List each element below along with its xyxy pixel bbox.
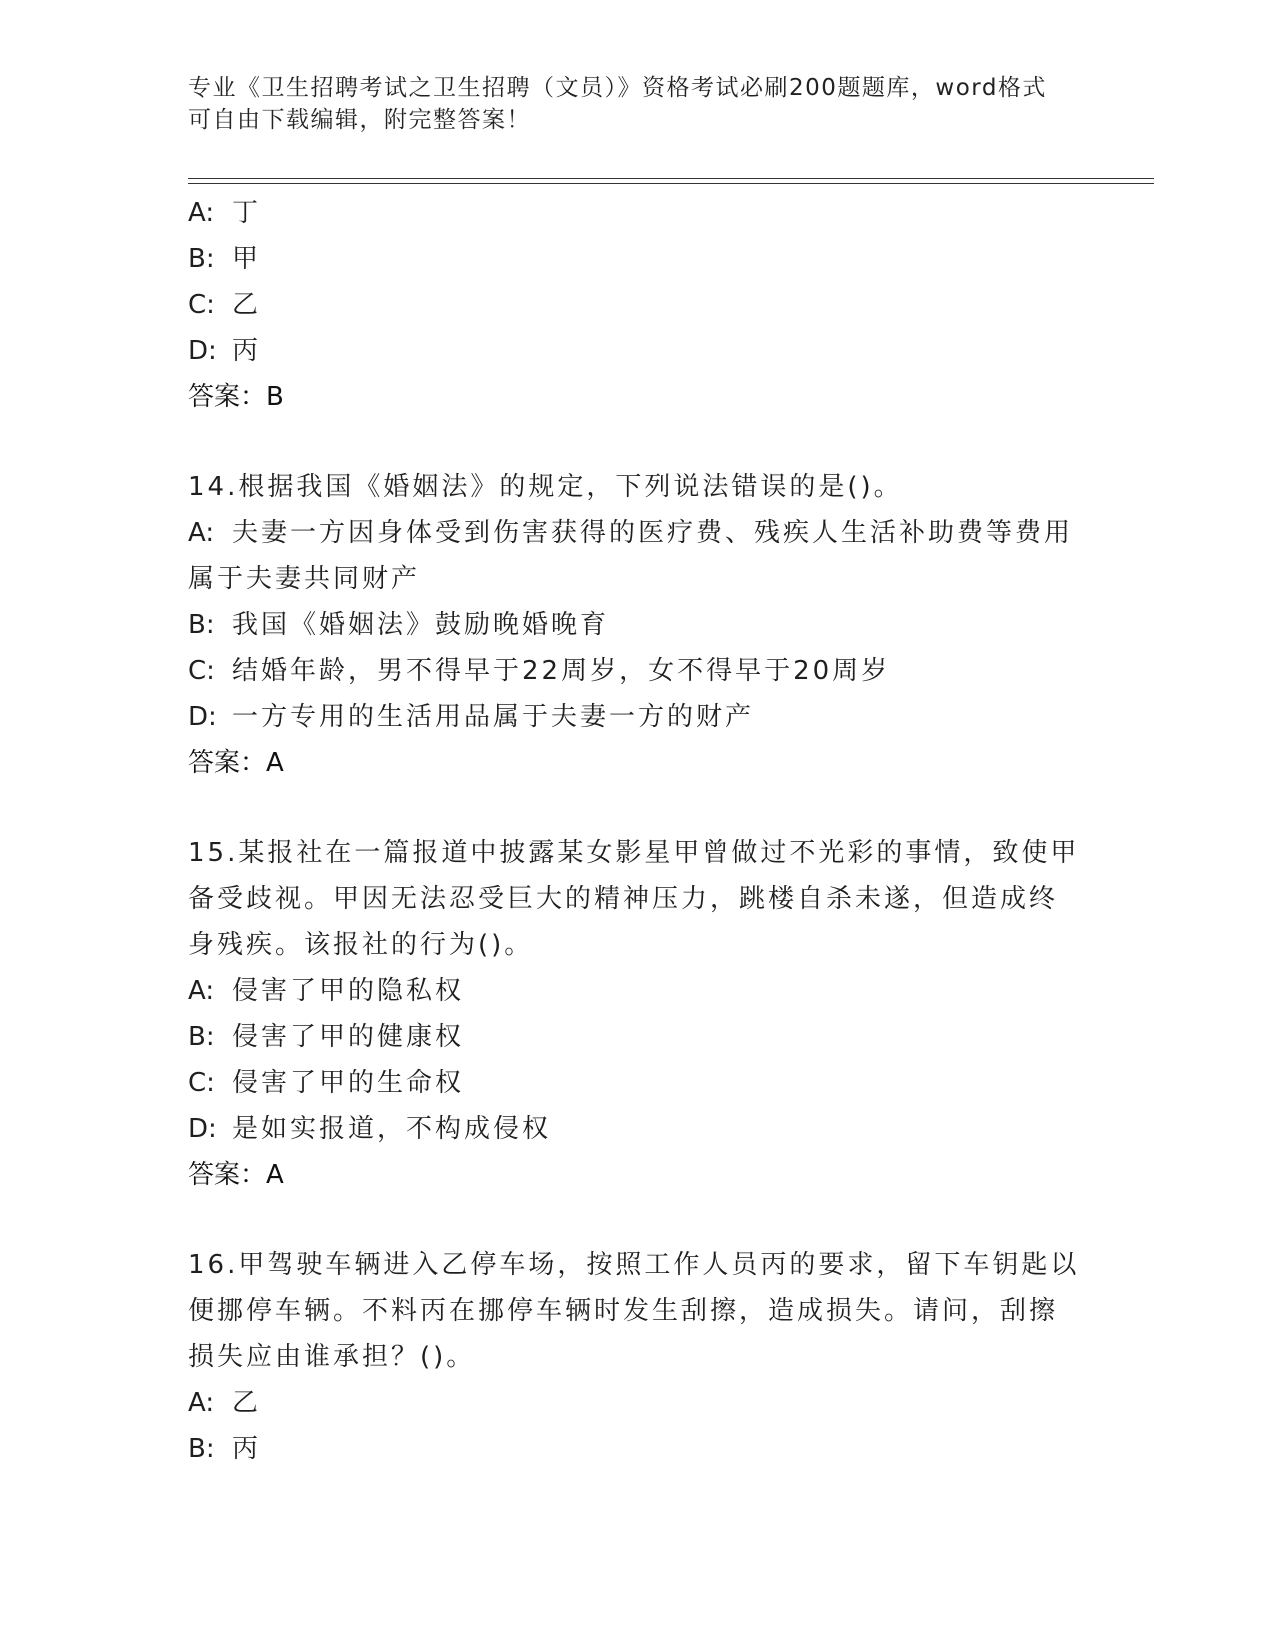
question-stem: 14.根据我国《婚姻法》的规定，下列说法错误的是()。 [188, 472, 903, 502]
option-c: C: 结婚年龄，男不得早于22周岁，女不得早于20周岁 [188, 656, 891, 686]
question-13-tail [188, 190, 1088, 420]
question-list [188, 190, 1088, 1472]
option-c: C: 乙 [188, 290, 262, 320]
answer-line: 答案：B [188, 382, 284, 412]
header-divider-top [188, 178, 1154, 179]
question-stem-line-2: 便挪停车辆。不料丙在挪停车辆时发生刮擦，造成损失。请问，刮擦 [188, 1296, 1059, 1326]
option-a: A: 侵害了甲的隐私权 [188, 976, 465, 1006]
header-divider-bottom [188, 183, 1154, 184]
question-stem-line-1: 16.甲驾驶车辆进入乙停车场，按照工作人员丙的要求，留下车钥匙以 [188, 1250, 1080, 1280]
option-d: D: 丙 [188, 336, 262, 366]
document-header [188, 72, 1088, 136]
option-d: D: 是如实报道，不构成侵权 [188, 1114, 552, 1144]
answer-line: 答案：A [188, 1160, 284, 1190]
answer-line: 答案：A [188, 748, 284, 778]
question-stem-line-3: 身残疾。该报社的行为()。 [188, 930, 534, 960]
question-stem-line-1: 15.某报社在一篇报道中披露某女影星甲曾做过不光彩的事情，致使甲 [188, 838, 1080, 868]
option-a-continued: 属于夫妻共同财产 [188, 564, 421, 594]
option-b: B: 侵害了甲的健康权 [188, 1022, 465, 1052]
header-line-2: 可自由下载编辑，附完整答案！ [188, 107, 531, 133]
option-a: A: 丁 [188, 198, 262, 228]
option-b: B: 我国《婚姻法》鼓励晚婚晚育 [188, 610, 610, 640]
question-16 [188, 1242, 1088, 1472]
question-14 [188, 464, 1088, 786]
option-b: B: 丙 [188, 1434, 262, 1464]
option-a: A: 夫妻一方因身体受到伤害获得的医疗费、残疾人生活补助费等费用 [188, 518, 1074, 548]
option-b: B: 甲 [188, 244, 262, 274]
option-a: A: 乙 [188, 1388, 262, 1418]
question-15 [188, 830, 1088, 1198]
option-c: C: 侵害了甲的生命权 [188, 1068, 465, 1098]
question-stem-line-2: 备受歧视。甲因无法忍受巨大的精神压力，跳楼自杀未遂，但造成终 [188, 884, 1059, 914]
question-stem-line-3: 损失应由谁承担？()。 [188, 1342, 476, 1372]
header-line-1: 专业《卫生招聘考试之卫生招聘（文员）》资格考试必刷200题题库，word格式 [188, 75, 1047, 101]
option-d: D: 一方专用的生活用品属于夫妻一方的财产 [188, 702, 755, 732]
